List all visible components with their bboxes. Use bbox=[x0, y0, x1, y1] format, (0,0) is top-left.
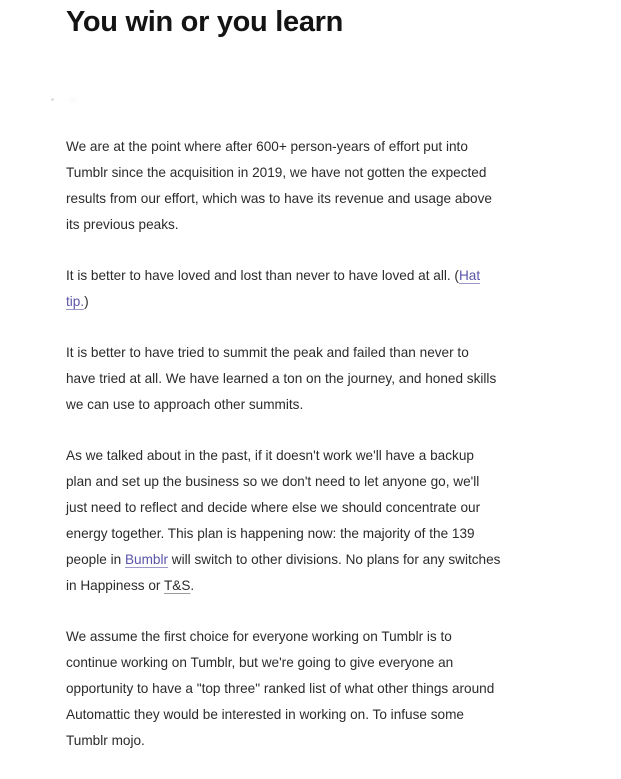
paragraph-line: energy together. This plan is happening now: the majority of the 139 bbox=[66, 526, 475, 541]
paragraph-line: Tumblr mojo. bbox=[66, 733, 145, 748]
paragraph-line bbox=[66, 573, 586, 599]
paragraph-line bbox=[66, 289, 586, 315]
paragraph-line: just need to reflect and decide where else we should concentrate our bbox=[66, 500, 481, 515]
paragraph-2 bbox=[66, 263, 586, 315]
paragraph-line: plan and set up the business so we don't need to let anyone go, we'll bbox=[66, 474, 480, 489]
paragraph-line bbox=[66, 263, 586, 289]
paragraph-text: will switch to other divisions. No plans for any switches bbox=[168, 552, 501, 567]
paragraph-line: It is better to have tried to summit the peak and failed than never to bbox=[66, 345, 469, 360]
paragraph-5 bbox=[66, 624, 586, 754]
paragraph-line: We assume the first choice for everyone working on Tumblr is to bbox=[66, 629, 452, 644]
paragraph-line: results from our effort, which was to have its revenue and usage above bbox=[66, 191, 492, 206]
article-body bbox=[66, 134, 586, 779]
page-title: You win or you learn bbox=[66, 6, 344, 38]
paragraph-text: It is better to have loved and lost than never to have loved at all. ( bbox=[66, 268, 459, 283]
ts-abbreviation: T&S bbox=[163, 578, 191, 593]
paragraph-line: Tumblr since the acquisition in 2019, we have not gotten the expected bbox=[66, 165, 487, 180]
paragraph-text: in Happiness or bbox=[66, 578, 164, 593]
paragraph-line bbox=[66, 547, 586, 573]
paragraph-line: As we talked about in the past, if it doesn't work we'll have a backup bbox=[66, 448, 474, 463]
paragraph-3 bbox=[66, 340, 586, 418]
bumblr-link[interactable]: Bumblr bbox=[124, 552, 169, 567]
paragraph-line: we can use to approach other summits. bbox=[66, 397, 304, 412]
faded-bullet bbox=[51, 98, 54, 101]
paragraph-text: . bbox=[190, 578, 195, 593]
hat-tip-link-continued[interactable]: tip. bbox=[66, 294, 85, 309]
hat-tip-link[interactable]: Hat bbox=[458, 268, 481, 283]
paragraph-line: opportunity to have a "top three" ranked list of what other things around bbox=[66, 681, 495, 696]
paragraph-line: its previous peaks. bbox=[66, 217, 179, 232]
paragraph-4 bbox=[66, 443, 586, 599]
paragraph-line: Automattic they would be interested in working on. To infuse some bbox=[66, 707, 464, 722]
paragraph-line: continue working on Tumblr, but we're going to give everyone an bbox=[66, 655, 454, 670]
paragraph-text: people in bbox=[66, 552, 125, 567]
paragraph-line: have tried at all. We have learned a ton on the journey, and honed skills bbox=[66, 371, 497, 386]
faded-subtitle: • · · · · · bbox=[70, 92, 122, 109]
paragraph-line: We are at the point where after 600+ person-years of effort put into bbox=[66, 139, 468, 154]
paragraph-1 bbox=[66, 134, 586, 238]
paragraph-text: ) bbox=[84, 294, 89, 309]
